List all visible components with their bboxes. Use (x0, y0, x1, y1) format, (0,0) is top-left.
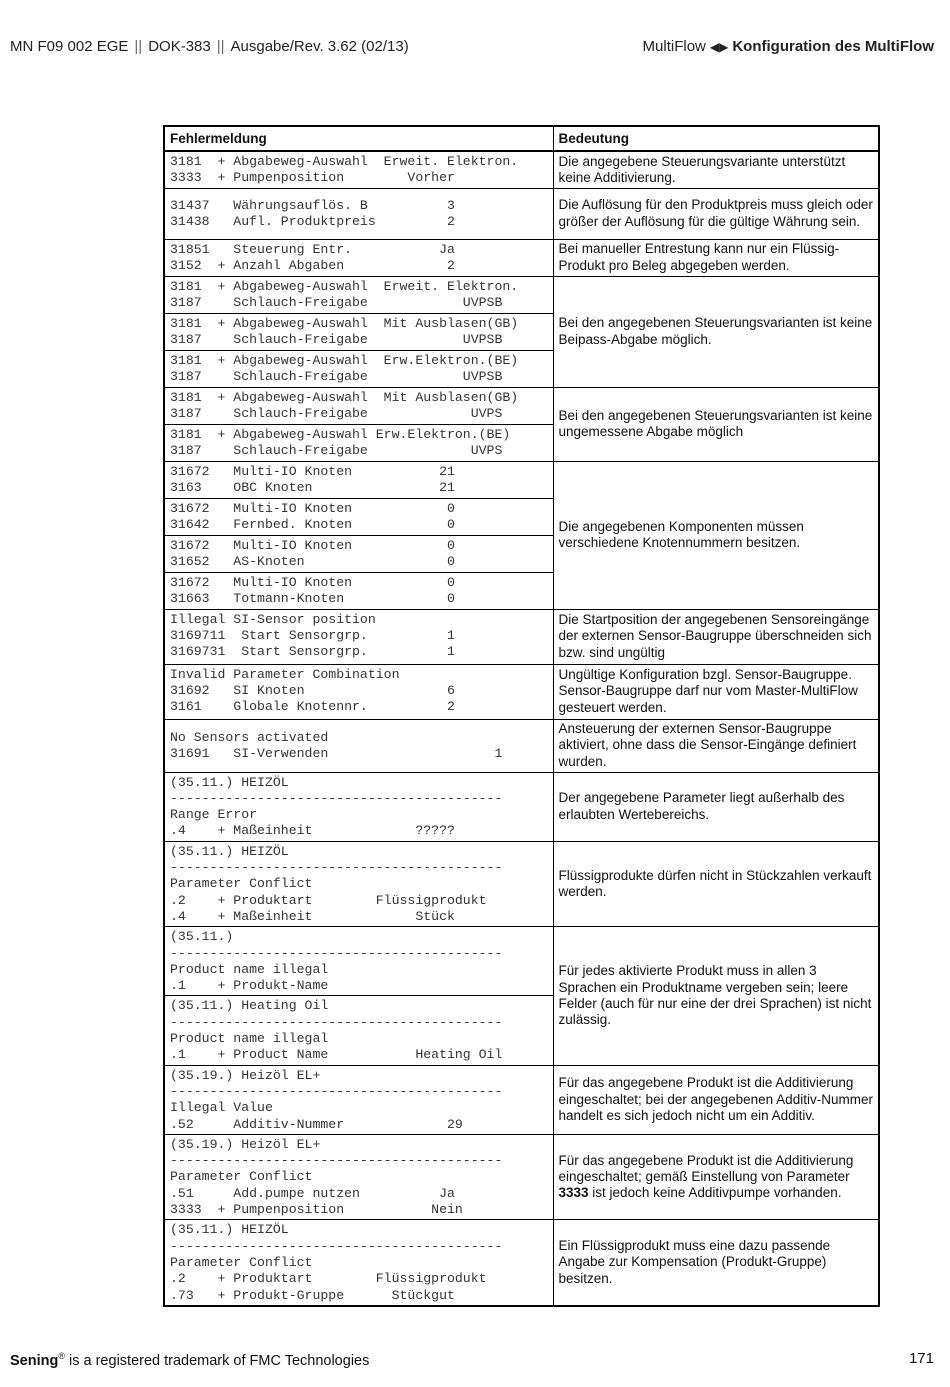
error-message-cell: (35.11.) HEIZÖL ------------------------------------------ Parameter Conflict .2 + Produktart Flüssigprodukt .4 + Maßeinheit Stück (164, 841, 553, 926)
doc-number: DOK-383 (148, 38, 211, 55)
error-message-cell: 31672 Multi-IO Knoten 0 31652 AS-Knoten 0 (164, 535, 553, 572)
table-row (164, 461, 879, 498)
error-message-cell: 3181 + Abgabeweg-Auswahl Erw.Elektron.(BE) 3187 Schlauch-Freigabe UVPSB (164, 350, 553, 387)
table-row (164, 1065, 879, 1134)
meaning-cell: Bei den angegebenen Steuerungsvarianten ist keine ungemessene Abgabe möglich (553, 387, 879, 461)
meaning-cell: Für jedes aktivierte Produkt muss in allen 3 Sprachen ein Produktname vergeben sein; leere Felder (auch für nur eine der drei Sprachen) ist nicht zulässig. (553, 927, 879, 1065)
error-message-cell: (35.11.) HEIZÖL ------------------------------------------ Parameter Conflict .2 + Produktart Flüssigprodukt .73 + Produkt-Gruppe Stückgut (164, 1220, 553, 1306)
table-row (164, 1220, 879, 1306)
meaning-cell: Für das angegebene Produkt ist die Additivierung eingeschaltet; bei der angegebenen Additiv-Nummer handelt es sich jedoch nicht um ein Additiv. (553, 1065, 879, 1134)
error-message-cell: (35.11.) Heating Oil ------------------------------------------ Product name illegal .1 + Product Name Heating Oil (164, 996, 553, 1065)
trademark-text: is a registered trademark of FMC Technologies (64, 1352, 370, 1369)
meaning-cell: Die Startposition der angegebenen Sensoreingänge der externen Sensor-Baugruppe überschneiden sich bzw. sind ungültig (553, 609, 879, 664)
doc-id: MN F09 002 EGE (10, 38, 129, 55)
meaning-cell (553, 1134, 879, 1219)
trademark-notice (10, 1351, 369, 1369)
error-message-table (163, 125, 880, 1307)
table-row (164, 927, 879, 996)
error-message-cell: 3181 + Abgabeweg-Auswahl Erweit. Elektron. 3333 + Pumpenposition Vorher (164, 151, 553, 188)
error-message-cell: 3181 + Abgabeweg-Auswahl Erw.Elektron.(BE) 3187 Schlauch-Freigabe UVPS (164, 424, 553, 461)
table-row (164, 239, 879, 276)
error-message-cell: No Sensors activated 31691 SI-Verwenden 1 (164, 719, 553, 772)
meaning-cell: Ungültige Konfiguration bzgl. Sensor-Baugruppe. Sensor-Baugruppe darf nur vom Master-MultiFlow gesteuert werden. (553, 664, 879, 719)
meaning-cell: Ein Flüssigprodukt muss eine dazu passende Angabe zur Kompensation (Produkt-Gruppe) besitzen. (553, 1220, 879, 1306)
error-message-cell: 31437 Währungsauflös. B 3 31438 Aufl. Produktpreis 2 (164, 188, 553, 239)
error-message-cell: 31851 Steuerung Entr. Ja 3152 + Anzahl Abgaben 2 (164, 239, 553, 276)
table-row (164, 719, 879, 772)
table-row (164, 841, 879, 926)
chapter-title: Konfiguration des MultiFlow (732, 38, 934, 55)
page-number: 171 (908, 1350, 934, 1367)
table-header-row (164, 126, 879, 151)
error-message-cell: Invalid Parameter Combination 31692 SI Knoten 6 3161 Globale Knotennr. 2 (164, 664, 553, 719)
left-right-arrows-icon: ◀▶ (709, 40, 729, 54)
revision: Ausgabe/Rev. 3.62 (02/13) (230, 38, 409, 55)
meaning-cell: Bei manueller Entrestung kann nur ein Flüssig-Produkt pro Beleg abgegeben werden. (553, 239, 879, 276)
table-row (164, 151, 879, 188)
table-row (164, 387, 879, 424)
error-message-cell: 31672 Multi-IO Knoten 0 31642 Fernbed. Knoten 0 (164, 498, 553, 535)
meaning-cell: Die Auflösung für den Produktpreis muss gleich oder größer der Auflösung für die gültige Währung sein. (553, 188, 879, 239)
error-message-cell: (35.11.) ------------------------------------------ Product name illegal .1 + Produkt-Name (164, 927, 553, 996)
section-name: MultiFlow (642, 38, 706, 55)
page-header-left (10, 38, 409, 55)
column-header-fehlermeldung: Fehlermeldung (164, 126, 553, 151)
error-message-cell: 3181 + Abgabeweg-Auswahl Mit Ausblasen(GB) 3187 Schlauch-Freigabe UVPSB (164, 313, 553, 350)
error-message-cell: (35.11.) HEIZÖL ------------------------------------------ Range Error .4 + Maßeinheit ????? (164, 772, 553, 841)
error-message-cell: Illegal SI-Sensor position 3169711 Start Sensorgrp. 1 3169731 Start Sensorgrp. 1 (164, 609, 553, 664)
separator: || (134, 38, 143, 55)
meaning-cell: Flüssigprodukte dürfen nicht in Stückzahlen verkauft werden. (553, 841, 879, 926)
meaning-text: ist jedoch keine Additivpumpe vorhanden. (588, 1185, 842, 1201)
table-row (164, 664, 879, 719)
parameter-number: 3333 (558, 1185, 589, 1201)
meaning-text: Für das angegebene Produkt ist die Additivierung eingeschaltet; gemäß Einstellung von Parameter (558, 1152, 854, 1184)
column-header-bedeutung: Bedeutung (553, 126, 879, 151)
error-message-cell: (35.19.) Heizöl EL+ ------------------------------------------ Parameter Conflict .51 Add.pumpe nutzen Ja 3333 + Pumpenposition Nein (164, 1134, 553, 1219)
error-message-cell: (35.19.) Heizöl EL+ ------------------------------------------ Illegal Value .52 Additiv-Nummer 29 (164, 1065, 553, 1134)
page-header-right (643, 38, 934, 55)
error-message-cell: 3181 + Abgabeweg-Auswahl Erweit. Elektron. 3187 Schlauch-Freigabe UVPSB (164, 276, 553, 313)
table-row (164, 1134, 879, 1219)
meaning-cell: Bei den angegebenen Steuerungsvarianten ist keine Beipass-Abgabe möglich. (553, 276, 879, 387)
meaning-cell: Ansteuerung der externen Sensor-Baugruppe aktiviert, ohne dass die Sensor-Eingänge definiert wurden. (553, 719, 879, 772)
table-row (164, 276, 879, 313)
table-row (164, 609, 879, 664)
error-message-cell: 3181 + Abgabeweg-Auswahl Mit Ausblasen(GB) 3187 Schlauch-Freigabe UVPS (164, 387, 553, 424)
registered-mark: ® (58, 1351, 65, 1361)
error-message-cell: 31672 Multi-IO Knoten 21 3163 OBC Knoten 21 (164, 461, 553, 498)
error-message-cell: 31672 Multi-IO Knoten 0 31663 Totmann-Knoten 0 (164, 572, 553, 609)
brand-name: Sening (10, 1352, 59, 1369)
meaning-cell: Die angegebenen Komponenten müssen verschiedene Knotennummern besitzen. (553, 461, 879, 609)
separator: || (216, 38, 225, 55)
table-row (164, 188, 879, 239)
meaning-cell: Die angegebene Steuerungsvariante unterstützt keine Additivierung. (553, 151, 879, 188)
table-row (164, 772, 879, 841)
meaning-cell: Der angegebene Parameter liegt außerhalb des erlaubten Wertebereichs. (553, 772, 879, 841)
